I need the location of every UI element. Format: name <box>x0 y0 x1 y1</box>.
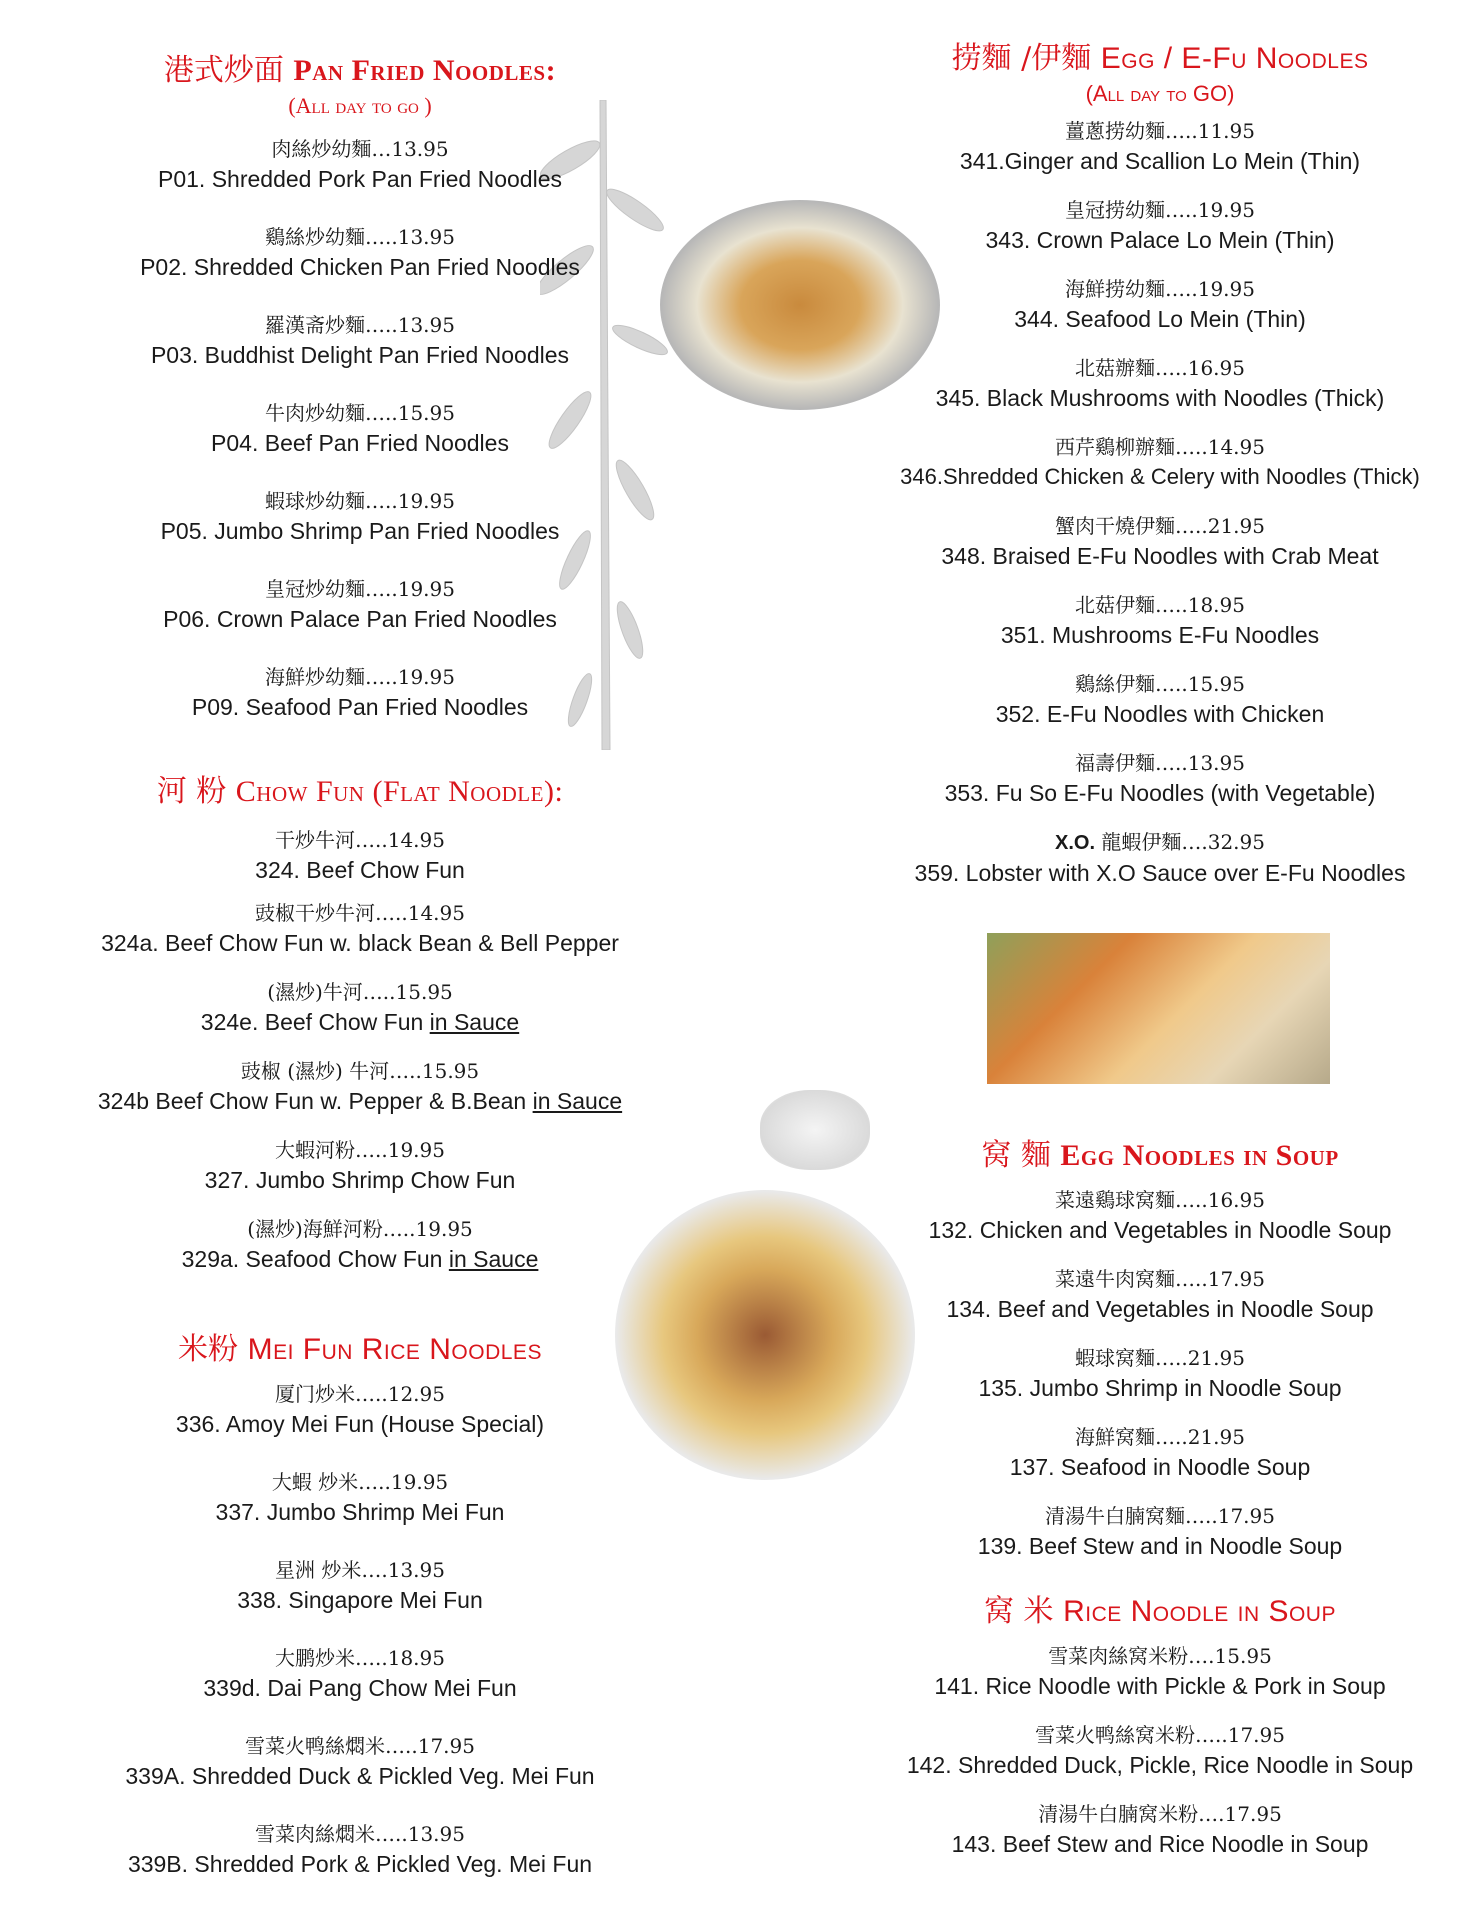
item-zh: 羅漢斋炒麵…..13.95 <box>265 313 455 337</box>
heading-zh: 窝 米 <box>984 1594 1054 1629</box>
mei-fun-heading <box>70 1331 650 1369</box>
heading-en: Mei Fun Rice Noodles <box>247 1333 542 1366</box>
menu-item <box>70 1467 650 1527</box>
menu-item <box>70 398 650 458</box>
heading-zh: 河 粉 <box>156 774 227 809</box>
item-en: 359. Lobster with X.O Sauce over E-Fu Noodles <box>914 860 1406 886</box>
item-zh: 菜遠牛肉窝麵…..17.95 <box>1055 1267 1265 1291</box>
item-en: P02. Shredded Chicken Pan Fried Noodles <box>140 254 580 280</box>
item-en: 142. Shredded Duck, Pickle, Rice Noodle in Soup <box>906 1752 1414 1778</box>
item-en: 134. Beef and Vegetables in Noodle Soup <box>946 1296 1374 1322</box>
menu-item <box>70 1555 650 1615</box>
item-en: P06. Crown Palace Pan Fried Noodles <box>163 606 557 632</box>
item-zh: 鷄絲炒幼麵…..13.95 <box>265 225 455 249</box>
item-zh: 皇冠捞幼麵…..19.95 <box>1065 198 1255 222</box>
lo-mein-section <box>865 40 1455 902</box>
menu-item <box>70 1643 650 1703</box>
item-en: 324. Beef Chow Fun <box>255 857 465 883</box>
menu-item <box>70 825 650 885</box>
menu-item <box>865 1720 1455 1780</box>
menu-item <box>865 1422 1455 1482</box>
teacup-photo <box>760 1090 870 1170</box>
item-en: 339A. Shredded Duck & Pickled Veg. Mei Fun <box>125 1763 595 1789</box>
item-en: P03. Buddhist Delight Pan Fried Noodles <box>150 342 570 368</box>
menu-item <box>70 1731 650 1791</box>
rice-noodle-soup-section <box>865 1593 1455 1873</box>
item-zh: 豉椒干炒牛河…..14.95 <box>255 901 465 925</box>
item-zh: 雪菜火鸭絲窝米粉…..17.95 <box>1035 1723 1285 1747</box>
item-zh: 雪菜肉絲窝米粉….15.95 <box>1048 1644 1272 1668</box>
menu-item <box>70 134 650 194</box>
item-en: 348. Braised E-Fu Noodles with Crab Meat <box>941 543 1379 569</box>
menu-item <box>70 1379 650 1439</box>
menu-item <box>70 1819 650 1879</box>
item-en: 339d. Dai Pang Chow Mei Fun <box>203 1675 517 1701</box>
menu-item <box>865 1799 1455 1859</box>
item-en: 324a. Beef Chow Fun w. black Bean & Bell Pepper <box>101 930 619 956</box>
item-en: P01. Shredded Pork Pan Fried Noodles <box>157 166 563 192</box>
item-en-underlined: in Sauce <box>429 1009 520 1035</box>
item-zh-bold: X.O. <box>1055 832 1096 854</box>
item-en: 351. Mushrooms E-Fu Noodles <box>1000 622 1320 648</box>
mei-fun-section <box>70 1331 650 1893</box>
heading-zh: 港式炒面 <box>163 53 284 88</box>
menu-item <box>865 195 1455 255</box>
item-zh: 厦门炒米…..12.95 <box>275 1382 445 1406</box>
menu-item <box>70 1135 650 1195</box>
mei-fun-list <box>70 1379 650 1879</box>
heading-zh: 窝 麵 <box>981 1138 1051 1173</box>
item-en: 337. Jumbo Shrimp Mei Fun <box>215 1499 505 1525</box>
chow-fun-list <box>70 825 650 1274</box>
menu-item <box>70 662 650 722</box>
menu-item <box>70 574 650 634</box>
item-en: 345. Black Mushrooms with Noodles (Thick) <box>935 385 1385 411</box>
item-zh: 大蝦河粉…..19.95 <box>275 1138 445 1162</box>
item-en: P04. Beef Pan Fried Noodles <box>211 430 509 456</box>
menu-item <box>865 511 1455 571</box>
item-en <box>70 1086 650 1116</box>
menu-item <box>865 432 1455 492</box>
item-en: 338. Singapore Mei Fun <box>237 1587 483 1613</box>
item-zh: 蟹肉干燒伊麵…..21.95 <box>1055 514 1265 538</box>
item-en: 341.Ginger and Scallion Lo Mein (Thin) <box>959 148 1361 174</box>
rice-noodle-soup-heading <box>865 1593 1455 1631</box>
item-zh: 干炒牛河…..14.95 <box>275 828 445 852</box>
item-en-text: 329a. Seafood Chow Fun <box>181 1246 449 1272</box>
item-zh: 薑蔥捞幼麵…..11.95 <box>1065 119 1255 143</box>
menu-item <box>865 748 1455 808</box>
item-zh: 海鮮炒幼麵…..19.95 <box>265 665 455 689</box>
item-zh: 豉椒 (濕炒) 牛河…..15.95 <box>240 1059 480 1083</box>
item-zh <box>865 827 1455 858</box>
item-zh: 福壽伊麵…..13.95 <box>1075 751 1245 775</box>
pan-fried-section <box>70 52 650 736</box>
item-zh: 清湯牛白腩窝米粉….17.95 <box>1038 1802 1282 1826</box>
pan-fried-list <box>70 134 650 722</box>
lobster-noodles-photo <box>987 933 1330 1084</box>
item-en: 327. Jumbo Shrimp Chow Fun <box>204 1167 516 1193</box>
heading-zh: 米粉 <box>178 1332 239 1367</box>
chow-fun-section <box>70 773 650 1288</box>
item-zh: 北菇伊麵…..18.95 <box>1075 593 1245 617</box>
egg-noodle-soup-section <box>865 1137 1455 1575</box>
lo-mein-list <box>865 116 1455 888</box>
menu-item <box>865 1185 1455 1245</box>
rice-noodle-soup-list <box>865 1641 1455 1859</box>
heading-en: Chow Fun (Flat Noodle): <box>235 775 564 808</box>
item-en: 135. Jumbo Shrimp in Noodle Soup <box>978 1375 1342 1401</box>
menu-item <box>70 222 650 282</box>
item-en: 344. Seafood Lo Mein (Thin) <box>1014 306 1306 332</box>
pan-fried-heading <box>70 52 650 90</box>
item-en <box>70 1244 650 1274</box>
menu-item <box>70 1056 650 1116</box>
chow-fun-heading <box>70 773 650 811</box>
item-zh: 海鮮捞幼麵…..19.95 <box>1065 277 1255 301</box>
item-zh: 海鮮窝麵…..21.95 <box>1075 1425 1245 1449</box>
pan-fried-subtitle: (All day to go ) <box>288 93 432 118</box>
item-en: P09. Seafood Pan Fried Noodles <box>191 694 529 720</box>
menu-item <box>865 669 1455 729</box>
menu-item <box>70 486 650 546</box>
item-zh: 鷄絲伊麵…..15.95 <box>1075 672 1245 696</box>
item-zh: 皇冠炒幼麵…..19.95 <box>265 577 455 601</box>
item-zh: 星洲 炒米….13.95 <box>275 1558 445 1582</box>
menu-item <box>70 1214 650 1274</box>
item-en: 143. Beef Stew and Rice Noodle in Soup <box>951 1831 1369 1857</box>
item-en: 352. E-Fu Noodles with Chicken <box>995 701 1325 727</box>
item-en <box>70 1007 650 1037</box>
item-en: P05. Jumbo Shrimp Pan Fried Noodles <box>160 518 560 544</box>
item-en: 137. Seafood in Noodle Soup <box>1009 1454 1311 1480</box>
item-zh: 菜遠鷄球窝麵…..16.95 <box>1055 1188 1265 1212</box>
item-en: 132. Chicken and Vegetables in Noodle Soup <box>928 1217 1392 1243</box>
item-en-underlined: in Sauce <box>532 1088 623 1114</box>
item-en-text: 324e. Beef Chow Fun <box>200 1009 430 1035</box>
item-en: 353. Fu So E-Fu Noodles (with Vegetable) <box>944 780 1376 806</box>
item-zh: 大蝦 炒米…..19.95 <box>271 1470 449 1494</box>
item-zh: 西芹鷄柳辦麵…..14.95 <box>1055 435 1265 459</box>
item-zh: (濕炒)牛河…..15.95 <box>267 980 453 1004</box>
item-en: 343. Crown Palace Lo Mein (Thin) <box>985 227 1335 253</box>
item-zh: 清湯牛白腩窝麵…..17.95 <box>1045 1504 1275 1528</box>
menu-item <box>865 353 1455 413</box>
menu-item <box>865 116 1455 176</box>
item-en: 346.Shredded Chicken & Celery with Noodles (Thick) <box>900 464 1420 489</box>
heading-en: Egg / E-Fu Noodles <box>1100 42 1369 75</box>
menu-item <box>865 1343 1455 1403</box>
menu-item <box>70 310 650 370</box>
menu-item <box>865 590 1455 650</box>
lo-mein-subtitle: (All day to GO) <box>1085 81 1235 106</box>
item-zh: 雪菜火鸭絲燜米…..17.95 <box>245 1734 475 1758</box>
lo-mein-heading <box>865 40 1455 78</box>
item-zh: 蝦球窝麵…..21.95 <box>1075 1346 1245 1370</box>
item-en-text: 324b Beef Chow Fun w. Pepper & B.Bean <box>97 1088 533 1114</box>
menu-item <box>70 977 650 1037</box>
heading-zh: 捞麵 /伊麵 <box>951 41 1092 76</box>
egg-noodle-soup-heading <box>865 1137 1455 1175</box>
item-en: 141. Rice Noodle with Pickle & Pork in Soup <box>934 1673 1386 1699</box>
egg-noodle-soup-list <box>865 1185 1455 1561</box>
item-en: 336. Amoy Mei Fun (House Special) <box>175 1411 545 1437</box>
menu-item <box>865 1264 1455 1324</box>
item-zh: (濕炒)海鮮河粉…..19.95 <box>247 1217 473 1241</box>
item-en: 139. Beef Stew and in Noodle Soup <box>977 1533 1343 1559</box>
item-en-underlined: in Sauce <box>448 1246 539 1272</box>
item-zh: 大鹏炒米…..18.95 <box>275 1646 445 1670</box>
item-zh-text: 龍蝦伊麵….32.95 <box>1095 830 1265 854</box>
item-zh: 蝦球炒幼麵…..19.95 <box>265 489 455 513</box>
item-en: 339B. Shredded Pork & Pickled Veg. Mei Fun <box>127 1851 593 1877</box>
item-zh: 北菇辦麵…..16.95 <box>1075 356 1245 380</box>
menu-item <box>865 274 1455 334</box>
menu-item <box>865 1641 1455 1701</box>
item-zh: 肉絲炒幼麵…13.95 <box>271 137 449 161</box>
heading-en: Egg Noodles in Soup <box>1060 1139 1339 1172</box>
menu-item <box>70 898 650 958</box>
heading-en: Pan Fried Noodles: <box>293 54 557 87</box>
menu-item <box>865 1501 1455 1561</box>
menu-item <box>865 827 1455 888</box>
heading-en: Rice Noodle in Soup <box>1063 1595 1336 1628</box>
item-zh: 雪菜肉絲燜米…..13.95 <box>255 1822 465 1846</box>
item-zh: 牛肉炒幼麵…..15.95 <box>265 401 455 425</box>
